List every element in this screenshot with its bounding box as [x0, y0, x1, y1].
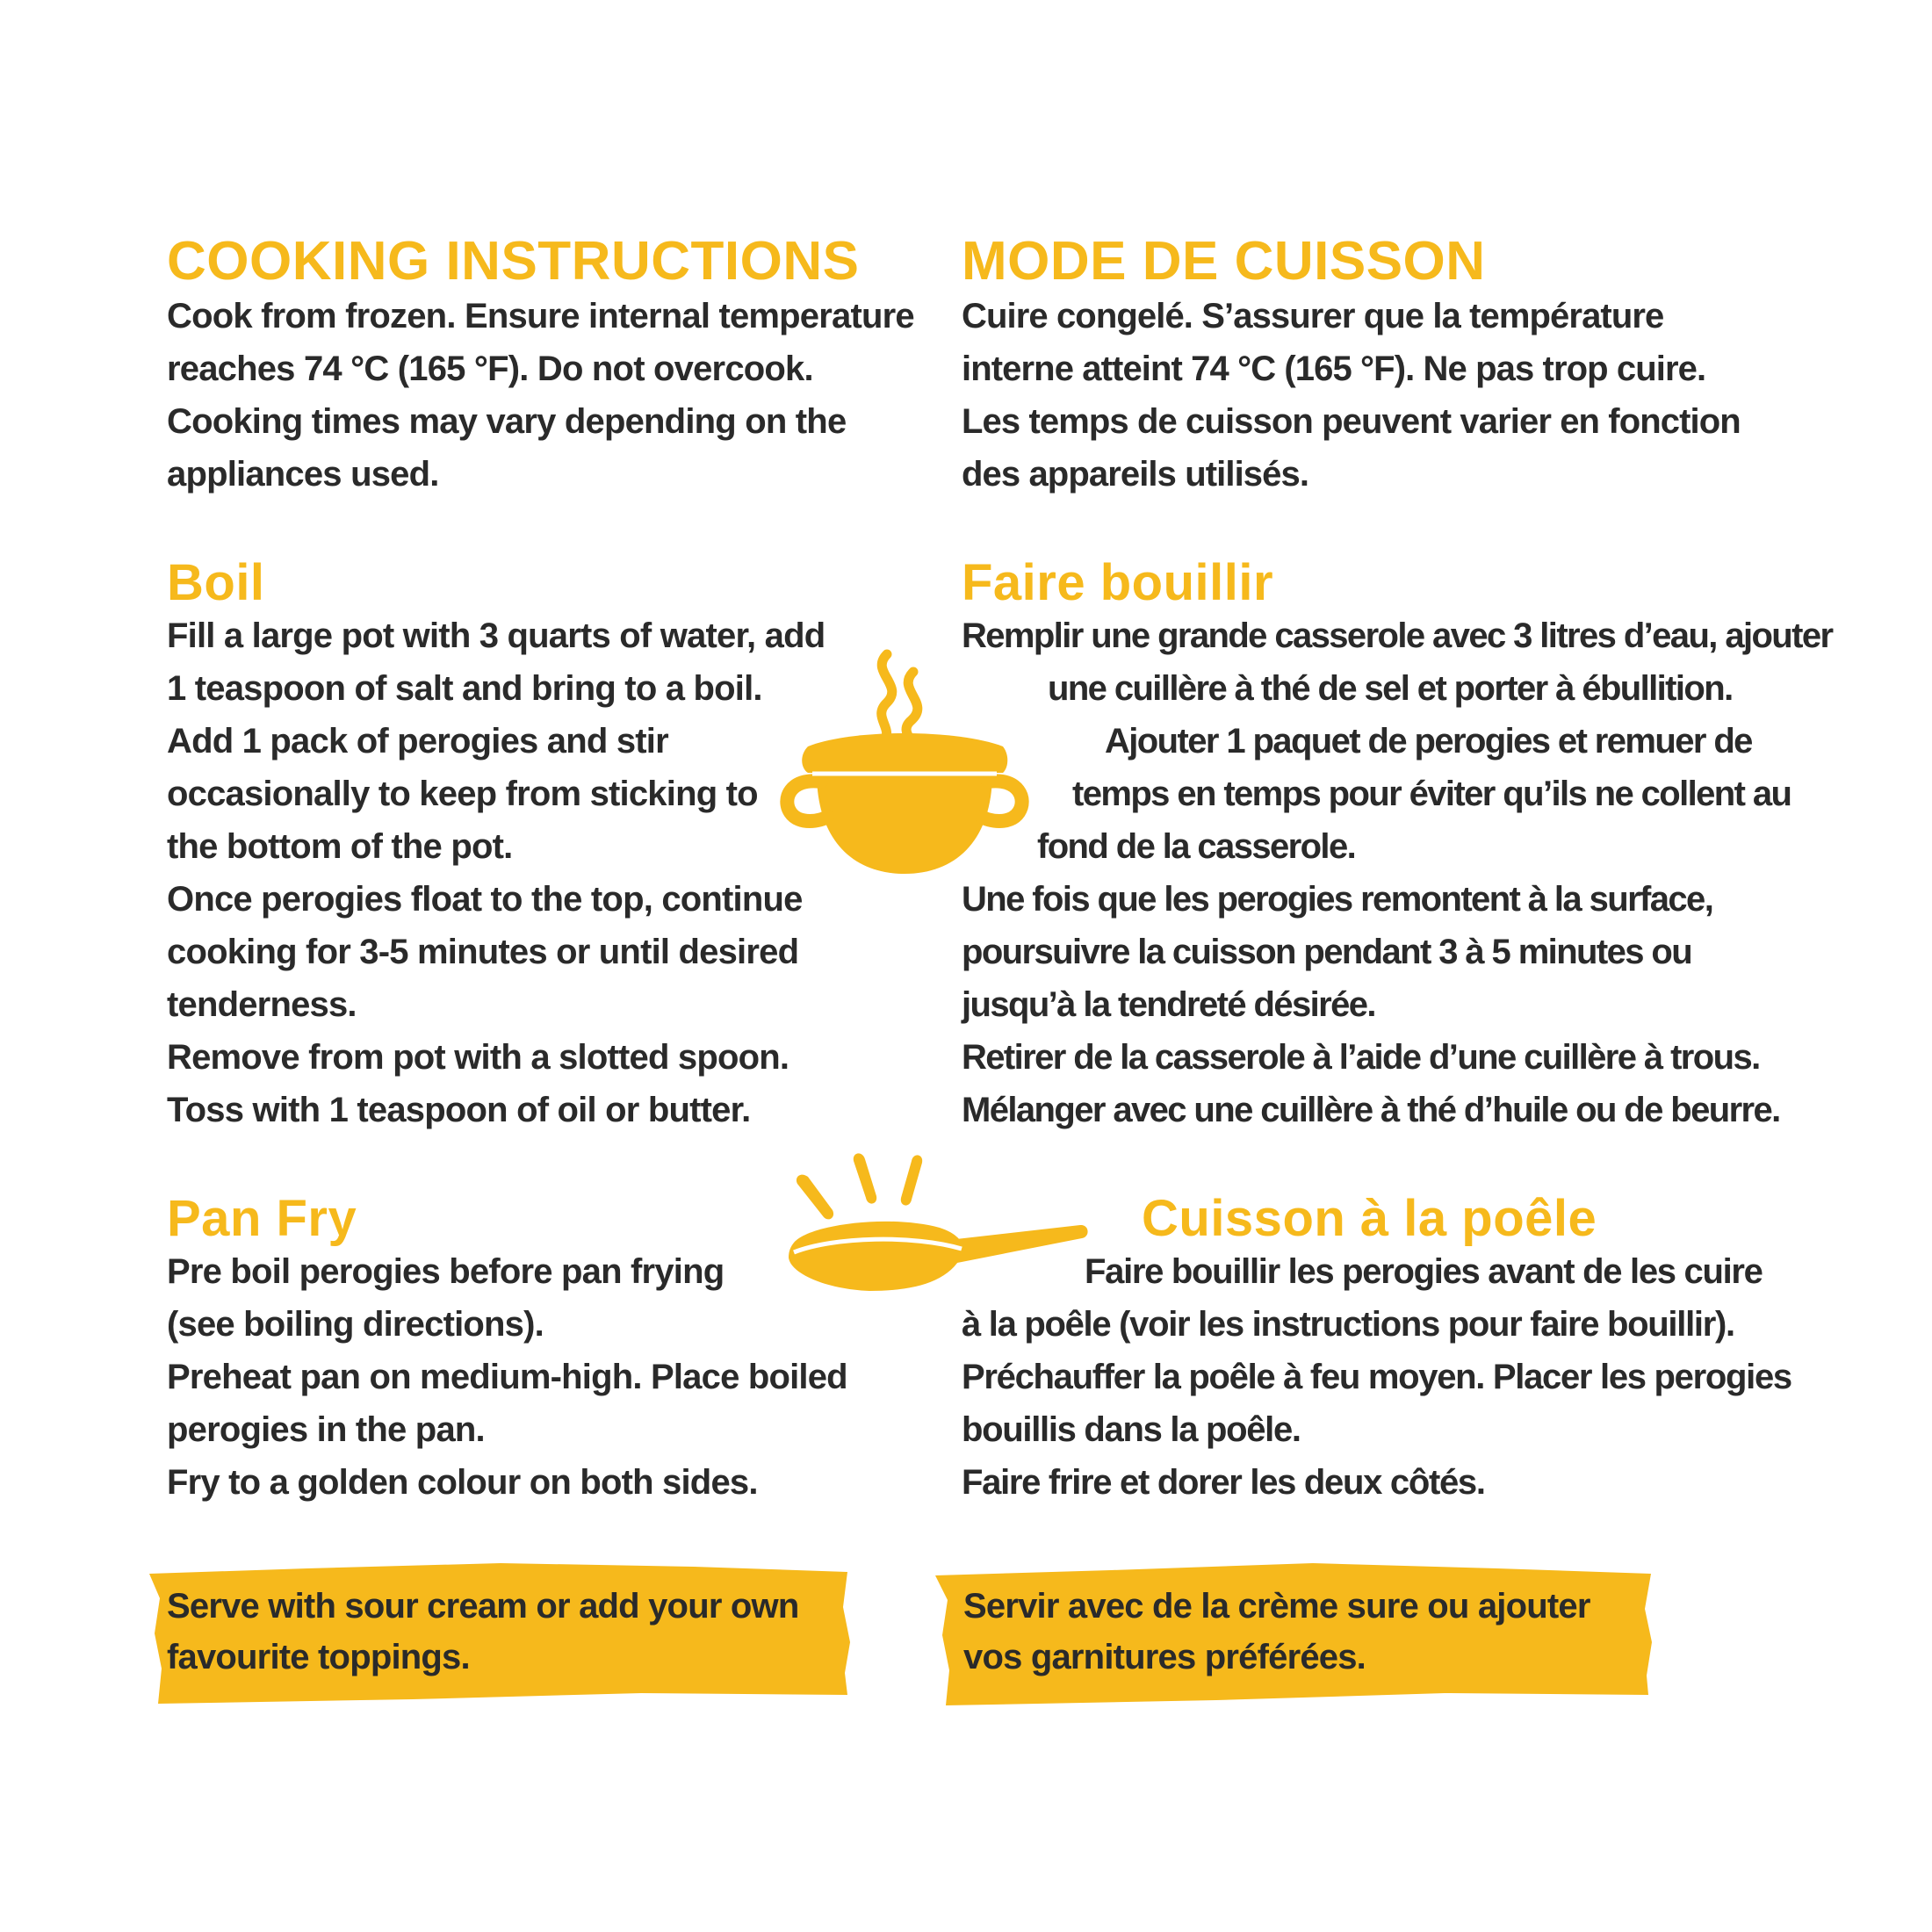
en-fry-line: perogies in the pan. — [167, 1410, 485, 1449]
fr-intro-line: Cuire congelé. S’assurer que la température — [962, 297, 1664, 335]
fr-serve-line: Servir avec de la crème sure ou ajouter — [963, 1587, 1590, 1626]
frying-pan-icon — [782, 1142, 1098, 1317]
en-boil-line: Fill a large pot with 3 quarts of water, add — [167, 616, 825, 655]
fr-fry-line: Faire frire et dorer les deux côtés. — [962, 1463, 1485, 1502]
fr-boil-line: Ajouter 1 paquet de perogies et remuer de — [1105, 722, 1752, 761]
fr-fry-line: Faire bouillir les perogies avant de les cuire — [1085, 1252, 1763, 1291]
fr-serve-banner — [935, 1554, 1655, 1686]
en-serve-line: favourite toppings. — [167, 1638, 470, 1676]
fr-fry-title: Cuisson à la poêle — [1142, 1190, 1597, 1247]
en-boil-line: 1 teaspoon of salt and bring to a boil. — [167, 669, 762, 708]
en-serve-line: Serve with sour cream or add your own — [167, 1587, 799, 1626]
en-boil-line: Once perogies float to the top, continue — [167, 880, 803, 919]
fr-intro-line: interne atteint 74 °C (165 °F). Ne pas trop cuire. — [962, 350, 1706, 388]
en-boil-title: Boil — [167, 554, 265, 611]
fr-boil-line: poursuivre la cuisson pendant 3 à 5 minutes ou — [962, 933, 1692, 971]
en-boil-line: the bottom of the pot. — [167, 827, 513, 866]
fr-fry-line: bouillis dans la poêle. — [962, 1410, 1301, 1449]
en-boil-line: Add 1 pack of perogies and stir — [167, 722, 668, 761]
en-fry-line: Pre boil perogies before pan frying — [167, 1252, 724, 1291]
steaming-pot-icon — [773, 645, 1036, 883]
en-intro-text — [167, 290, 940, 501]
fr-intro-line: des appareils utilisés. — [962, 455, 1309, 494]
en-intro-line: Cooking times may vary depending on the — [167, 402, 847, 441]
en-boil-line: Toss with 1 teaspoon of oil or butter. — [167, 1091, 751, 1129]
fr-serve-text — [963, 1581, 1590, 1683]
fr-boil-line: fond de la casserole. — [1037, 827, 1356, 866]
en-intro-section — [167, 230, 940, 501]
fr-boil-line: une cuillère à thé de sel et porter à ébullition. — [1048, 669, 1733, 708]
fr-boil-line: Remplir une grande casserole avec 3 litres d’eau, ajouter — [962, 616, 1833, 655]
en-fry-line: Preheat pan on medium-high. Place boiled — [167, 1358, 847, 1396]
fr-intro-section — [962, 230, 1840, 501]
en-fry-line: Fry to a golden colour on both sides. — [167, 1463, 758, 1502]
fr-boil-line: Mélanger avec une cuillère à thé d’huile ou de beurre. — [962, 1091, 1780, 1129]
en-serve-banner — [149, 1554, 852, 1686]
fr-boil-line: jusqu’à la tendreté désirée. — [962, 985, 1375, 1024]
en-boil-line: cooking for 3-5 minutes or until desired — [167, 933, 799, 971]
en-fry-title: Pan Fry — [167, 1190, 357, 1247]
fr-boil-line: Retirer de la casserole à l’aide d’une cuillère à trous. — [962, 1038, 1760, 1077]
fr-fry-line: Préchauffer la poêle à feu moyen. Placer les perogies — [962, 1358, 1791, 1396]
en-intro-line: Cook from frozen. Ensure internal temperature — [167, 297, 914, 335]
en-boil-line: occasionally to keep from sticking to — [167, 775, 758, 813]
fr-boil-text — [962, 609, 1840, 1136]
fr-serve-line: vos garnitures préférées. — [963, 1638, 1366, 1676]
fr-intro-text — [962, 290, 1840, 501]
en-fry-line: (see boiling directions). — [167, 1305, 544, 1344]
en-title: COOKING INSTRUCTIONS — [167, 231, 860, 292]
en-boil-line: Remove from pot with a slotted spoon. — [167, 1038, 789, 1077]
fr-fry-line: à la poêle (voir les instructions pour faire bouillir). — [962, 1305, 1734, 1344]
fr-intro-line: Les temps de cuisson peuvent varier en fonction — [962, 402, 1741, 441]
fr-boil-section — [962, 551, 1840, 1136]
fr-title: MODE DE CUISSON — [962, 231, 1486, 292]
en-intro-line: appliances used. — [167, 455, 439, 494]
fr-boil-line: temps en temps pour éviter qu’ils ne collent au — [1072, 775, 1791, 813]
fr-boil-line: Une fois que les perogies remontent à la surface, — [962, 880, 1713, 919]
fr-boil-title: Faire bouillir — [962, 554, 1274, 611]
en-serve-text — [167, 1581, 798, 1683]
en-boil-line: tenderness. — [167, 985, 357, 1024]
en-intro-line: reaches 74 °C (165 °F). Do not overcook. — [167, 350, 813, 388]
